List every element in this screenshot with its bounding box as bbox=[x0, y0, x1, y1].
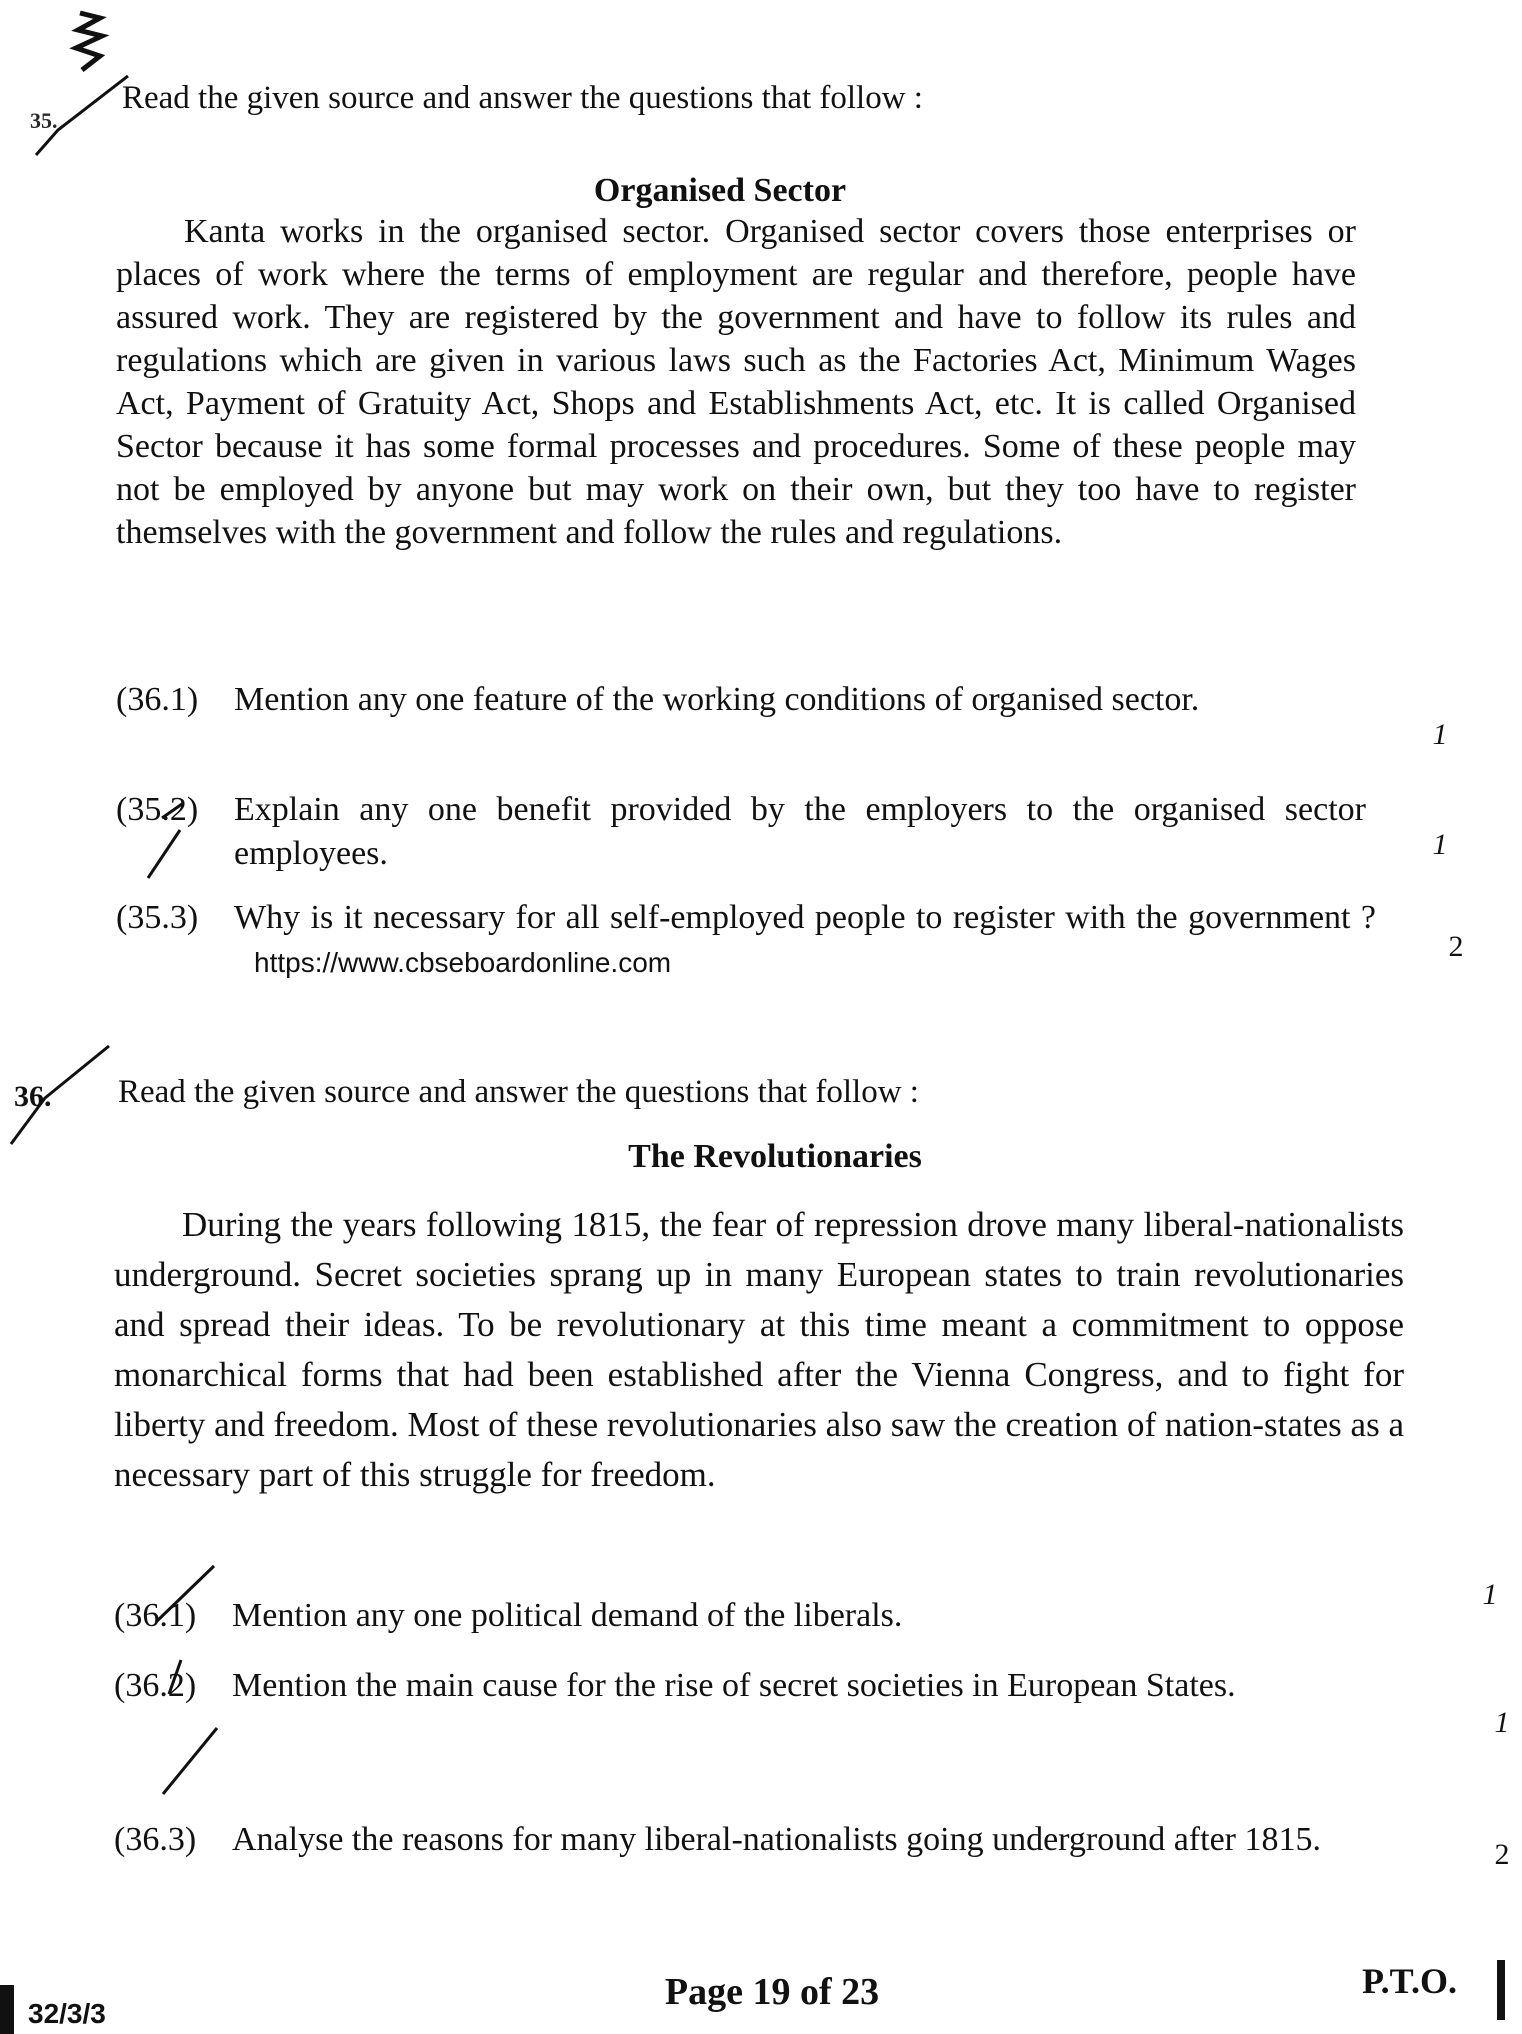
scribble-mark bbox=[60, 8, 120, 78]
page-number: Page 19 of 23 bbox=[664, 1971, 880, 2013]
subquestion-number: (36.2) bbox=[114, 1667, 197, 1704]
marks: 2 bbox=[1448, 930, 1464, 963]
margin-bar bbox=[1497, 1960, 1505, 2020]
question-number: 36. bbox=[14, 1080, 52, 1113]
subquestion bbox=[116, 896, 1376, 985]
subquestion-number: (36.3) bbox=[114, 1821, 197, 1858]
subquestion bbox=[116, 788, 1366, 876]
passage-text: Kanta works in the organised sector. Organised sector covers those enterprises or places of work where the terms of employment are regular and therefore, people have assured work. They are registered by the government and have to follow its rules and regulations which are given in various laws such as the Factories Act, Minimum Wages Act, Payment of Gratuity Act, Shops and Establishments Act, etc. It is called Organised Sector because it has some formal processes and procedures. Some of these people may not be employed by anyone but may work on their own, but they too have to register themselves with the government and follow the rules and regulations. bbox=[116, 213, 1356, 551]
subquestion-text: Why is it necessary for all self-employed people to register with the government ? bbox=[234, 899, 1376, 936]
question-number: 35. bbox=[30, 108, 58, 133]
passage-title: Organised Sector bbox=[593, 172, 847, 209]
subquestion bbox=[114, 1664, 1414, 1708]
paper-code: 32/3/3 bbox=[28, 1998, 106, 2029]
question-intro: Read the given source and answer the questions that follow : bbox=[122, 80, 923, 116]
subquestion-number: (35.3) bbox=[116, 899, 199, 936]
subquestion-text: Mention any one feature of the working conditions of organised sector. bbox=[234, 681, 1200, 718]
subquestion-text: Explain any one benefit provided by the employers to the organised sector employees. bbox=[234, 791, 1366, 872]
subquestion-text: Mention the main cause for the rise of secret societies in European States. bbox=[232, 1667, 1236, 1704]
watermark-url: https://www.cbseboardonline.com bbox=[254, 947, 672, 978]
subquestion-number: (36.1) bbox=[114, 1597, 197, 1634]
subquestion bbox=[114, 1594, 1414, 1638]
passage-title: The Revolutionaries bbox=[628, 1138, 922, 1175]
marks: 1 bbox=[1432, 718, 1448, 751]
marks: 1 bbox=[1432, 828, 1448, 861]
subquestion-number: (35.2) bbox=[116, 791, 199, 828]
passage-text: During the years following 1815, the fear of repression drove many liberal-nationalists underground. Secret societies sprang up in many European states to train revolutionaries and spread their ideas. To be revolutionary at this time meant a commitment to oppose monarchical forms that had been established after the Vienna Congress, and to fight for liberty and freedom. Most of these revolutionaries also saw the creation of nation-states as a necessary part of this struggle for freedom. bbox=[114, 1205, 1404, 1494]
subquestion-text: Mention any one political demand of the liberals. bbox=[232, 1597, 903, 1634]
subquestion bbox=[114, 1818, 1414, 1862]
subquestion bbox=[116, 678, 1366, 722]
marks: 1 bbox=[1494, 1706, 1510, 1739]
margin-bar bbox=[0, 1985, 14, 2034]
marks: 2 bbox=[1494, 1838, 1510, 1871]
marks: 1 bbox=[1482, 1578, 1498, 1611]
subquestion-text: Analyse the reasons for many liberal-nationalists going underground after 1815. bbox=[232, 1821, 1321, 1858]
question-intro: Read the given source and answer the questions that follow : bbox=[118, 1074, 919, 1110]
subquestion-number: (36.1) bbox=[116, 681, 199, 718]
pto-label: P.T.O. bbox=[1362, 1961, 1458, 2001]
